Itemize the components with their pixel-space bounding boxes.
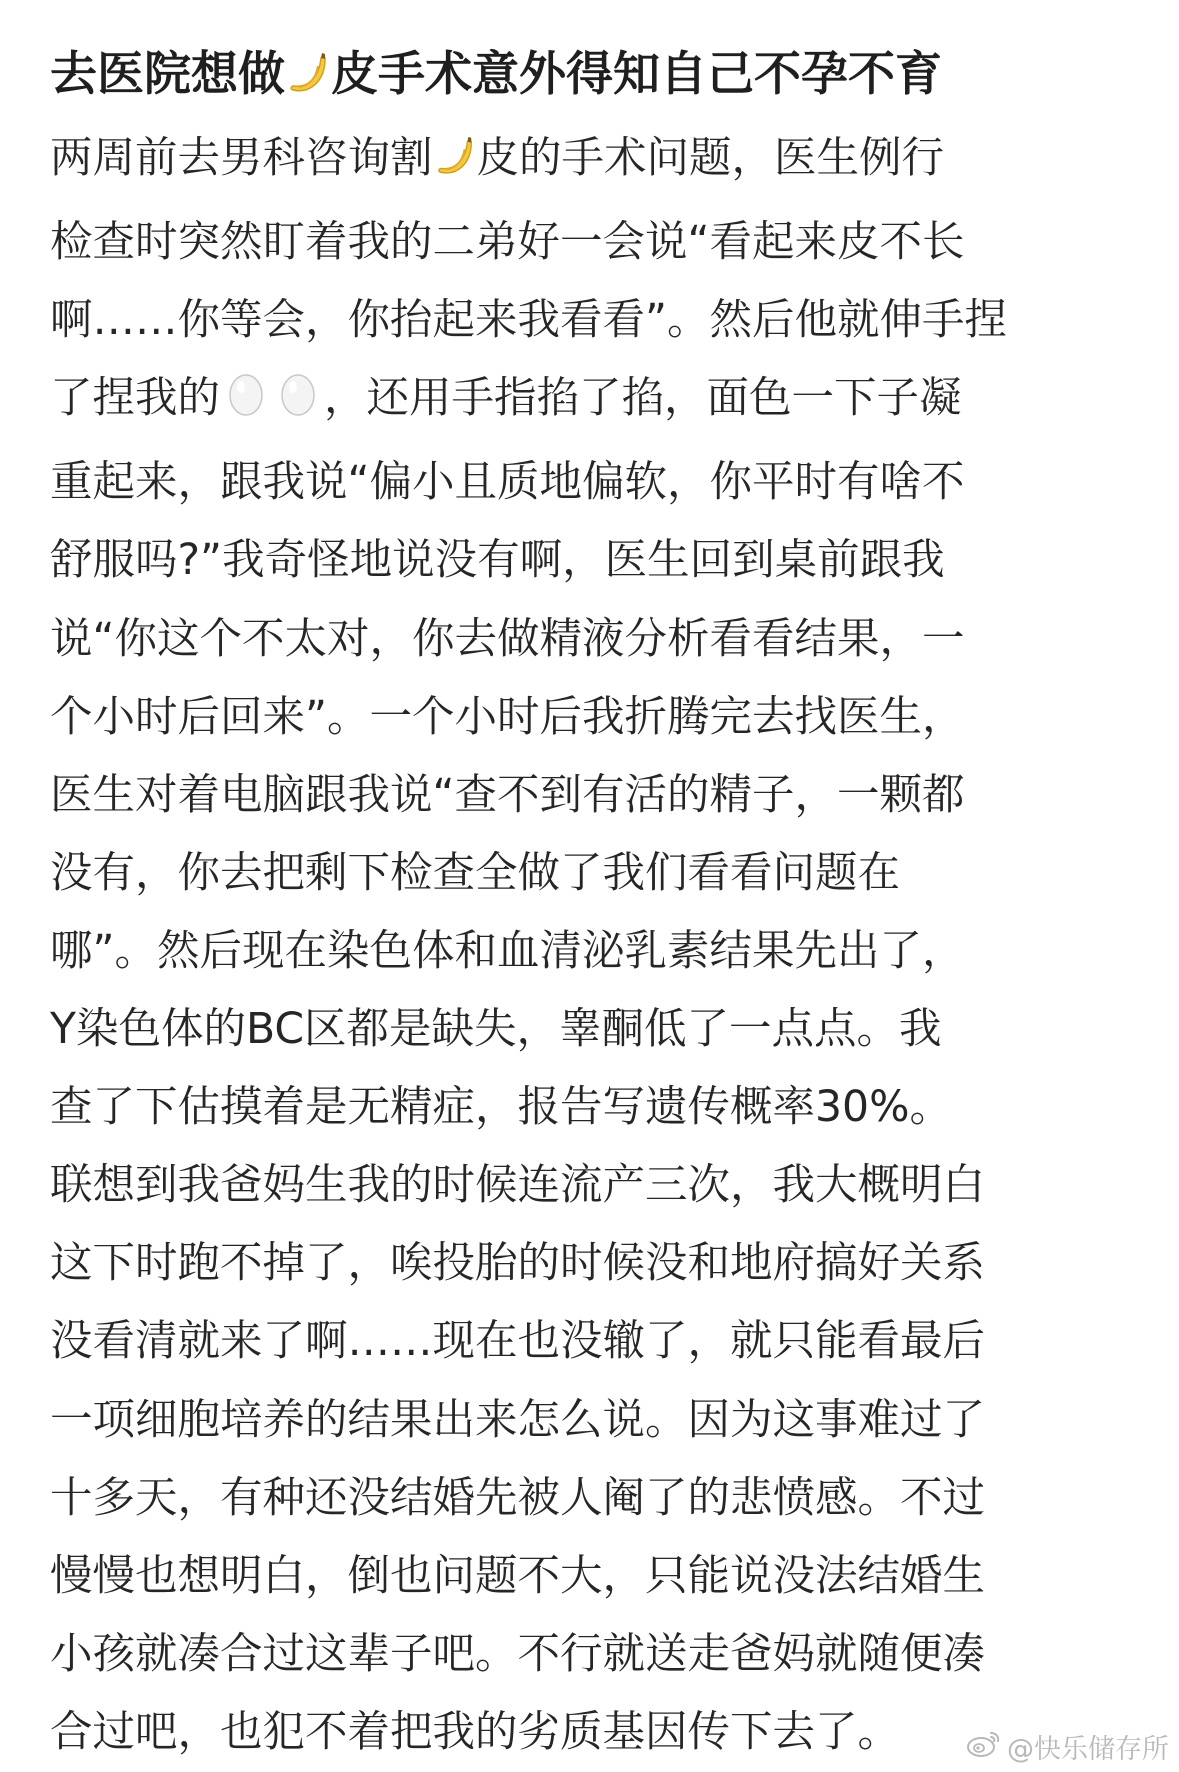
post-line-text: 检查时突然盯着我的二弟好一会说“看起来皮不长 xyxy=(50,218,965,268)
post-line-text: 个小时后回来”。一个小时后我折腾完去找医生， xyxy=(50,692,965,742)
post-line xyxy=(50,1147,1140,1225)
post-line xyxy=(50,120,1140,204)
post-line xyxy=(50,913,1140,991)
title-part-1: 去医院想做 xyxy=(50,47,285,102)
post-line-text: 舒服吗?”我奇怪地说没有啊，医生回到桌前跟我 xyxy=(50,536,945,586)
post-content xyxy=(50,40,1140,1772)
post-line-text: 啊……你等会，你抬起来我看看”。然后他就伸手捏 xyxy=(50,296,1008,346)
post-line xyxy=(50,1616,1140,1694)
post-line-text: 查了下估摸着是无精症，报告写遗传概率30%。 xyxy=(50,1083,952,1133)
post-line xyxy=(50,835,1140,913)
title-part-2: 皮手术意外得知自己不孕不育 xyxy=(331,47,942,102)
post-line xyxy=(50,601,1140,679)
post-line-text: 小孩就凑合过这辈子吧。不行就送走爸妈就随便凑 xyxy=(50,1629,986,1679)
post-line-text: 重起来，跟我说“偏小且质地偏软，你平时有啥不 xyxy=(50,458,965,508)
post-line xyxy=(50,1538,1140,1616)
post-title xyxy=(50,40,1140,116)
post-line-text: 慢慢也想明白，倒也问题不大，只能说没法结婚生 xyxy=(50,1551,986,1601)
post-line-text: Y染色体的BC区都是缺失，睾酮低了一点点。我 xyxy=(50,1005,942,1055)
post-line xyxy=(50,1460,1140,1538)
egg-icon xyxy=(272,366,324,444)
post-line-text: 两周前去男科咨询割 xyxy=(50,134,433,183)
banana-icon xyxy=(285,46,331,116)
post-line-text: 没看清就来了啊……现在也没辙了，就只能看最后 xyxy=(50,1317,986,1367)
egg-icon xyxy=(220,366,272,444)
post-line xyxy=(50,204,1140,282)
post-line-text: 皮的手术问题，医生例行 xyxy=(476,134,945,183)
weibo-icon xyxy=(965,1727,1003,1766)
post-line xyxy=(50,1225,1140,1303)
post-line xyxy=(50,444,1140,522)
post-line-text: 哪”。然后现在染色体和血清泌乳素结果先出了， xyxy=(50,926,965,976)
post-line xyxy=(50,1382,1140,1460)
post-line-text: 说“你这个不太对，你去做精液分析看看结果，一 xyxy=(50,614,965,664)
post-line-text: 了捏我的 xyxy=(50,374,221,424)
banana-icon xyxy=(433,126,477,204)
post-line-text: 这下时跑不掉了，唉投胎的时候没和地府搞好关系 xyxy=(50,1239,986,1289)
post-line xyxy=(50,1303,1140,1381)
post-line-text: ，还用手指掐了掐，面色一下子凝 xyxy=(324,374,962,424)
post-line xyxy=(50,679,1140,757)
post-line xyxy=(50,757,1140,835)
post-line-text: 合过吧，也犯不着把我的劣质基因传下去了。 xyxy=(50,1707,901,1757)
post-line-text: 没有，你去把剩下检查全做了我们看看问题在 xyxy=(50,848,901,898)
post-line-text: 联想到我爸妈生我的时候连流产三次，我大概明白 xyxy=(50,1161,986,1211)
post-line xyxy=(50,282,1140,360)
watermark-text: @快乐储存所 xyxy=(1007,1734,1169,1765)
post-line xyxy=(50,360,1140,444)
post-line-text: 十多天，有种还没结婚先被人阉了的悲愤感。不过 xyxy=(50,1473,986,1523)
weibo-watermark xyxy=(965,1727,1169,1766)
post-line xyxy=(50,991,1140,1069)
post-line xyxy=(50,522,1140,600)
post-line xyxy=(50,1069,1140,1147)
post-line-text: 医生对着电脑跟我说“查不到有活的精子，一颗都 xyxy=(50,770,965,820)
post-line-text: 一项细胞培养的结果出来怎么说。因为这事难过了 xyxy=(50,1395,986,1445)
